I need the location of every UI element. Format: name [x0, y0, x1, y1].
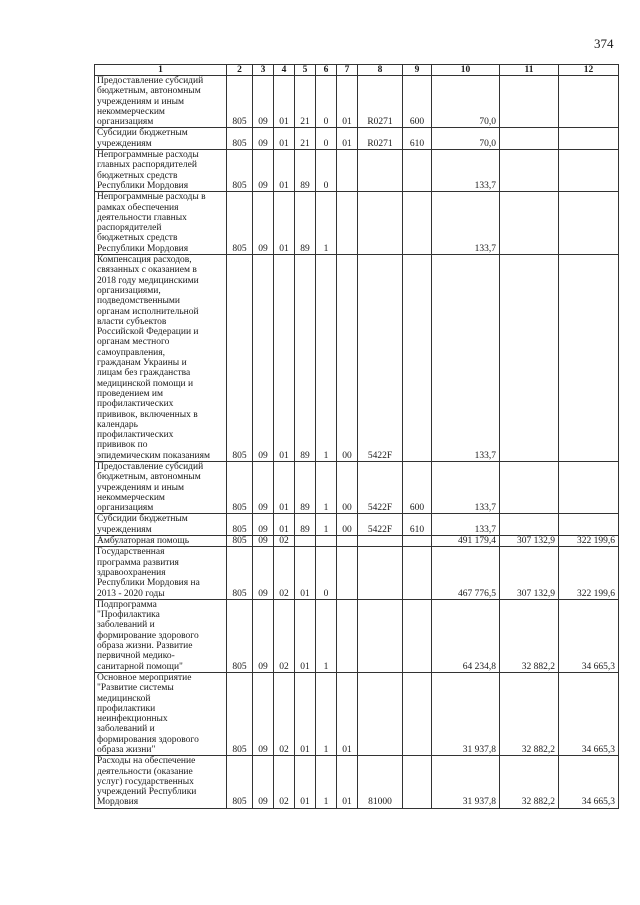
subprogram-code-cell: 1 [316, 672, 337, 755]
budget-table-body [95, 65, 619, 809]
subsection-code-cell: 02 [274, 599, 295, 672]
grbs-code-cell: 805 [227, 128, 253, 150]
table-row [95, 192, 619, 255]
row-name-cell [95, 128, 227, 150]
section-code-cell: 09 [253, 192, 274, 255]
subsection-code-cell: 01 [274, 255, 295, 462]
expense-direction-code-cell [358, 150, 403, 192]
row-name: Непрограммные расходы в рамках обеспечения деятельности главных распорядителей бюджетных средств Республики Мордовия [97, 192, 206, 254]
amount-2019-cell: 70,0 [432, 128, 500, 150]
header-cell: 7 [337, 65, 358, 76]
amount-2019-cell: 133,7 [432, 255, 500, 462]
section-code-cell: 09 [253, 672, 274, 755]
activity-code-cell: 00 [337, 461, 358, 513]
expense-direction-code-cell [358, 192, 403, 255]
expense-direction-code-cell [358, 599, 403, 672]
program-code-cell: 89 [295, 150, 316, 192]
expense-type-code-cell: 610 [403, 128, 432, 150]
row-name-cell [95, 461, 227, 513]
table-row [95, 461, 619, 513]
section-code-cell: 09 [253, 461, 274, 513]
activity-code-cell: 00 [337, 514, 358, 536]
amount-2021-cell: 34 665,3 [559, 756, 619, 808]
expense-type-code-cell [403, 547, 432, 599]
section-code-cell: 09 [253, 599, 274, 672]
program-code-cell: 21 [295, 128, 316, 150]
amount-2021-cell [559, 514, 619, 536]
expense-direction-code-cell [358, 672, 403, 755]
header-cell: 1 [95, 65, 227, 76]
subprogram-code-cell: 1 [316, 192, 337, 255]
expense-direction-code-cell: 5422F [358, 461, 403, 513]
expense-direction-code-cell [358, 547, 403, 599]
amount-2021-cell [559, 150, 619, 192]
amount-2021-cell [559, 461, 619, 513]
grbs-code-cell: 805 [227, 461, 253, 513]
subsection-code-cell: 01 [274, 76, 295, 128]
row-name-cell [95, 756, 227, 808]
subsection-code-cell: 01 [274, 192, 295, 255]
activity-code-cell: 00 [337, 255, 358, 462]
program-code-cell: 01 [295, 599, 316, 672]
row-name: Амбулаторная помощь [97, 536, 190, 547]
row-name-cell [95, 599, 227, 672]
subsection-code-cell: 01 [274, 150, 295, 192]
activity-code-cell [337, 547, 358, 599]
amount-2021-cell: 34 665,3 [559, 599, 619, 672]
table-row [95, 150, 619, 192]
section-code-cell: 09 [253, 255, 274, 462]
subprogram-code-cell: 0 [316, 150, 337, 192]
activity-code-cell [337, 150, 358, 192]
subsection-code-cell: 01 [274, 128, 295, 150]
program-code-cell: 01 [295, 547, 316, 599]
row-name: Непрограммные расходы главных распорядителей бюджетных средств Республики Мордовия [97, 150, 199, 191]
subsection-code-cell: 02 [274, 672, 295, 755]
table-row [95, 672, 619, 755]
amount-2020-cell: 32 882,2 [500, 599, 559, 672]
page-number: 374 [594, 36, 614, 51]
table-row [95, 255, 619, 462]
subsection-code-cell: 02 [274, 547, 295, 599]
grbs-code-cell: 805 [227, 514, 253, 536]
amount-2020-cell [500, 150, 559, 192]
header-cell: 9 [403, 65, 432, 76]
grbs-code-cell: 805 [227, 547, 253, 599]
expense-type-code-cell [403, 536, 432, 547]
header-cell: 6 [316, 65, 337, 76]
program-code-cell: 89 [295, 461, 316, 513]
grbs-code-cell: 805 [227, 255, 253, 462]
row-name-cell [95, 547, 227, 599]
header-cell: 11 [500, 65, 559, 76]
amount-2019-cell: 491 179,4 [432, 536, 500, 547]
subprogram-code-cell: 0 [316, 76, 337, 128]
row-name-cell [95, 672, 227, 755]
subprogram-code-cell [316, 536, 337, 547]
expense-type-code-cell [403, 255, 432, 462]
section-code-cell: 09 [253, 536, 274, 547]
amount-2020-cell [500, 461, 559, 513]
amount-2019-cell: 133,7 [432, 461, 500, 513]
row-name: Государственная программа развития здравоохранения Республики Мордовия на 2013 - 2020 годы [97, 547, 200, 599]
subsection-code-cell: 02 [274, 536, 295, 547]
expense-direction-code-cell: 5422F [358, 514, 403, 536]
program-code-cell: 89 [295, 192, 316, 255]
expense-type-code-cell: 600 [403, 76, 432, 128]
program-code-cell: 89 [295, 255, 316, 462]
header-cell: 2 [227, 65, 253, 76]
header-cell: 10 [432, 65, 500, 76]
amount-2021-cell: 322 199,6 [559, 547, 619, 599]
header-row [95, 65, 619, 76]
row-name: Подпрограмма "Профилактика заболеваний и формирование здорового образа жизни. Развитие первичной медико- санитарной помощи" [97, 599, 199, 672]
amount-2021-cell: 322 199,6 [559, 536, 619, 547]
expense-direction-code-cell [358, 536, 403, 547]
row-name: Предоставление субсидий бюджетным, автономным учреждениям и иным некоммерческим организациям [97, 76, 204, 128]
amount-2020-cell [500, 76, 559, 128]
grbs-code-cell: 805 [227, 599, 253, 672]
expense-direction-code-cell: 81000 [358, 756, 403, 808]
expense-type-code-cell [403, 150, 432, 192]
row-name-cell [95, 536, 227, 547]
grbs-code-cell: 805 [227, 536, 253, 547]
table-row [95, 599, 619, 672]
table-row [95, 128, 619, 150]
section-code-cell: 09 [253, 547, 274, 599]
amount-2019-cell: 70,0 [432, 76, 500, 128]
amount-2019-cell: 31 937,8 [432, 672, 500, 755]
expense-type-code-cell: 600 [403, 461, 432, 513]
program-code-cell: 89 [295, 514, 316, 536]
subsection-code-cell: 01 [274, 514, 295, 536]
amount-2021-cell: 34 665,3 [559, 672, 619, 755]
section-code-cell: 09 [253, 150, 274, 192]
row-name: Расходы на обеспечение деятельности (оказание услуг) государственных учреждений Республики Мордовия [97, 756, 197, 808]
amount-2019-cell: 64 234,8 [432, 599, 500, 672]
grbs-code-cell: 805 [227, 150, 253, 192]
activity-code-cell: 01 [337, 672, 358, 755]
amount-2019-cell: 31 937,8 [432, 756, 500, 808]
table-row [95, 514, 619, 536]
expense-type-code-cell [403, 756, 432, 808]
amount-2019-cell: 133,7 [432, 514, 500, 536]
amount-2019-cell: 133,7 [432, 192, 500, 255]
subprogram-code-cell: 1 [316, 255, 337, 462]
row-name-cell [95, 150, 227, 192]
activity-code-cell [337, 192, 358, 255]
activity-code-cell: 01 [337, 128, 358, 150]
subprogram-code-cell: 1 [316, 514, 337, 536]
amount-2020-cell [500, 192, 559, 255]
section-code-cell: 09 [253, 76, 274, 128]
row-name: Основное мероприятие "Развитие системы медицинской профилактики неинфекционных заболеваний и формирования здорового образа жизни" [97, 672, 199, 755]
amount-2020-cell: 32 882,2 [500, 672, 559, 755]
activity-code-cell: 01 [337, 756, 358, 808]
row-name-cell [95, 76, 227, 128]
subsection-code-cell: 01 [274, 461, 295, 513]
row-name: Предоставление субсидий бюджетным, автономным учреждениям и иным некоммерческим организациям [97, 461, 204, 514]
expense-type-code-cell [403, 192, 432, 255]
header-cell: 4 [274, 65, 295, 76]
amount-2021-cell [559, 255, 619, 462]
amount-2020-cell: 307 132,9 [500, 547, 559, 599]
subprogram-code-cell: 1 [316, 461, 337, 513]
program-code-cell: 01 [295, 672, 316, 755]
section-code-cell: 09 [253, 514, 274, 536]
expense-direction-code-cell: R0271 [358, 76, 403, 128]
subprogram-code-cell: 0 [316, 547, 337, 599]
activity-code-cell: 01 [337, 76, 358, 128]
budget-table [94, 64, 619, 809]
amount-2020-cell [500, 514, 559, 536]
expense-type-code-cell [403, 672, 432, 755]
header-cell: 3 [253, 65, 274, 76]
expense-direction-code-cell: R0271 [358, 128, 403, 150]
subprogram-code-cell: 1 [316, 756, 337, 808]
amount-2020-cell [500, 128, 559, 150]
grbs-code-cell: 805 [227, 192, 253, 255]
section-code-cell: 09 [253, 128, 274, 150]
expense-direction-code-cell: 5422F [358, 255, 403, 462]
amount-2020-cell: 32 882,2 [500, 756, 559, 808]
row-name: Компенсация расходов, связанных с оказанием в 2018 году медицинскими организациями, подведомственными органам исполнительной власти субъектов Российской Федерации и органам местного самоуправления, гражданам Украины и лицам без гражданства медицинской помощи и проведением им профилактических прививок, включенных в календарь профилактических прививок по эпидемическим показаниям [97, 255, 210, 461]
amount-2021-cell [559, 76, 619, 128]
program-code-cell [295, 536, 316, 547]
subsection-code-cell: 02 [274, 756, 295, 808]
table-row [95, 76, 619, 128]
subprogram-code-cell: 0 [316, 128, 337, 150]
program-code-cell: 21 [295, 76, 316, 128]
program-code-cell: 01 [295, 756, 316, 808]
expense-type-code-cell [403, 599, 432, 672]
row-name-cell [95, 192, 227, 255]
row-name: Субсидии бюджетным учреждениям [97, 128, 188, 149]
grbs-code-cell: 805 [227, 756, 253, 808]
grbs-code-cell: 805 [227, 672, 253, 755]
amount-2019-cell: 133,7 [432, 150, 500, 192]
grbs-code-cell: 805 [227, 76, 253, 128]
table-row [95, 756, 619, 808]
subprogram-code-cell: 1 [316, 599, 337, 672]
expense-type-code-cell: 610 [403, 514, 432, 536]
amount-2020-cell: 307 132,9 [500, 536, 559, 547]
amount-2021-cell [559, 128, 619, 150]
header-cell: 8 [358, 65, 403, 76]
row-name-cell [95, 514, 227, 536]
activity-code-cell [337, 599, 358, 672]
table-row [95, 547, 619, 599]
amount-2020-cell [500, 255, 559, 462]
row-name-cell [95, 255, 227, 462]
activity-code-cell [337, 536, 358, 547]
header-cell: 12 [559, 65, 619, 76]
row-name: Субсидии бюджетным учреждениям [97, 514, 188, 535]
table-row [95, 536, 619, 547]
header-cell: 5 [295, 65, 316, 76]
amount-2021-cell [559, 192, 619, 255]
section-code-cell: 09 [253, 756, 274, 808]
amount-2019-cell: 467 776,5 [432, 547, 500, 599]
